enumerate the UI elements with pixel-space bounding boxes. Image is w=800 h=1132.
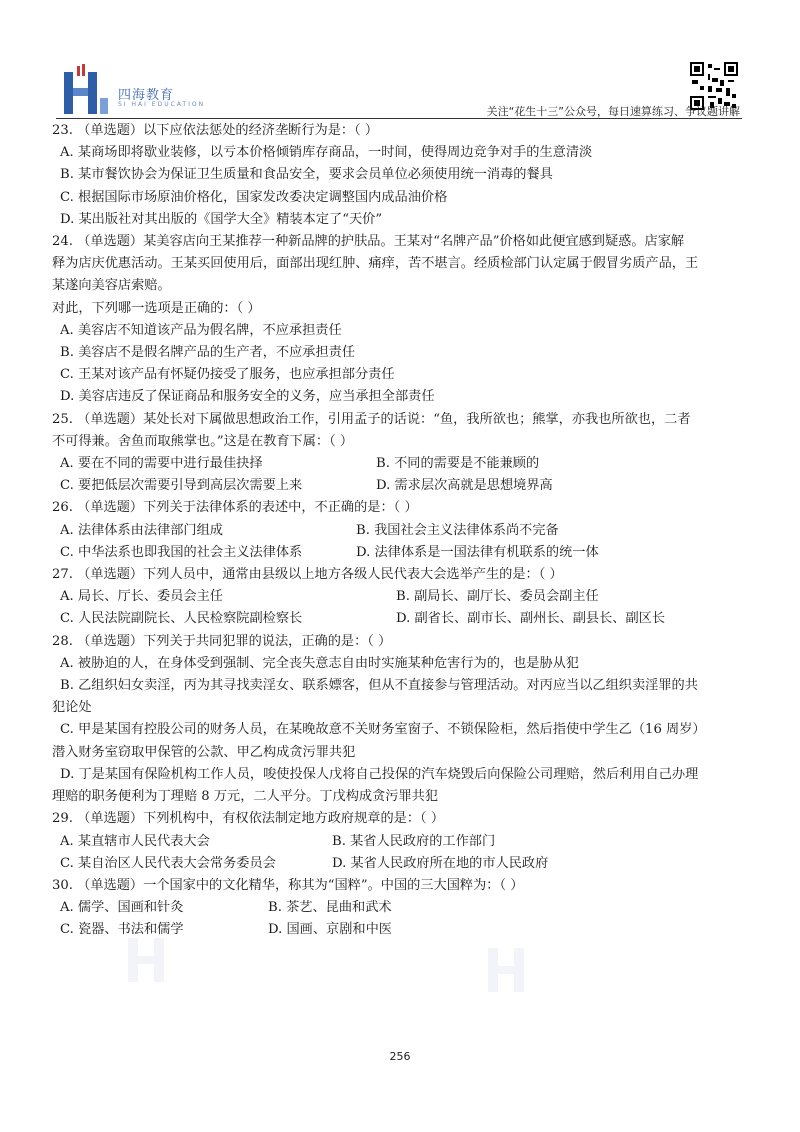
option-c: C. 根据国际市场原油价格化，国家发改委决定调整国内成品油价格 xyxy=(60,189,448,205)
option-d: D. 国画、京剧和中医 xyxy=(268,922,392,938)
question-stem: 28. （单选题）下列关于共同犯罪的说法，正确的是：（ ） xyxy=(52,633,392,649)
question-stem: 27. （单选题）下列人员中，通常由县级以上地方各级人民代表大会选举产生的是：（ ） xyxy=(52,567,563,583)
question-stem: 29. （单选题）下列机构中，有权依法制定地方政府规章的是：（ ） xyxy=(52,811,445,827)
option-c: C. 人民法院副院长、人民检察院副检察长 xyxy=(60,611,303,627)
option-b: B. 副局长、副厅长、委员会副主任 xyxy=(396,589,599,605)
option-c: C. 王某对该产品有怀疑仍接受了服务，也应承担部分责任 xyxy=(60,367,395,383)
option-a: A. 法律体系由法律部门组成 xyxy=(60,522,223,538)
option-row xyxy=(52,897,744,919)
option-c-continued: 潜入财务室窃取甲保管的公款、甲乙构成贪污罪共犯 xyxy=(52,744,356,760)
option-d: D. 需求层次高就是思想境界高 xyxy=(376,478,553,494)
option-a: A. 某商场即将歇业装修，以亏本价格倾销库存商品，一时间，使得周边竞争对手的生意清淡 xyxy=(60,145,593,161)
option-d: D. 丁是某国有保险机构工作人员，唆使投保人戊将自己投保的汽车烧毁后向保险公司理赔，然后利用自己办理 xyxy=(60,766,699,782)
option-b-continued: 犯论处 xyxy=(52,700,92,716)
header-divider xyxy=(56,118,742,119)
watermark-icon xyxy=(480,940,570,1000)
option-a: A. 儒学、国画和针灸 xyxy=(60,900,184,916)
option-row xyxy=(52,586,744,608)
option-d-continued: 理赔的职务便利为丁理赔 8 万元，二人平分。丁戊构成贪污罪共犯 xyxy=(52,789,439,805)
option-row xyxy=(52,853,744,875)
option-row xyxy=(52,831,744,853)
page-header xyxy=(0,0,800,120)
logo-icon xyxy=(58,64,110,120)
option-row xyxy=(52,475,744,497)
option-a: A. 美容店不知道该产品为假名牌，不应承担责任 xyxy=(60,322,342,338)
question-stem-continued: 不可得兼。舍鱼而取熊掌也。”这是在教育下属：（ ） xyxy=(52,433,354,449)
option-a: A. 局长、厅长、委员会主任 xyxy=(60,589,223,605)
option-d: D. 法律体系是一国法律有机联系的统一体 xyxy=(356,544,599,560)
option-row xyxy=(52,520,744,542)
logo-subtext: SI HAI EDUCATION xyxy=(118,101,206,108)
option-d: D. 副省长、副市长、副州长、副县长、副区长 xyxy=(396,611,666,627)
question-prompt: 对此，下列哪一选项是正确的：（ ） xyxy=(52,300,261,316)
option-c: C. 瓷器、书法和儒学 xyxy=(60,922,184,938)
option-b: B. 我国社会主义法律体系尚不完备 xyxy=(356,522,559,538)
question-stem: 23. （单选题）以下应依法惩处的经济垄断行为是：（ ） xyxy=(52,123,379,138)
option-c: C. 要把低层次需要引导到高层次需要上来 xyxy=(60,478,303,494)
option-b: B. 茶艺、昆曲和武术 xyxy=(268,900,392,916)
logo-text: 四海教育 xyxy=(118,88,175,103)
option-row xyxy=(52,608,744,630)
option-b: B. 某市餐饮协会为保证卫生质量和食品安全，要求会员单位必须使用统一消毒的餐具 xyxy=(60,167,553,183)
option-b: B. 某省人民政府的工作部门 xyxy=(332,833,496,849)
option-c: C. 某自治区人民代表大会常务委员会 xyxy=(60,855,276,871)
question-stem: 24. （单选题）某美容店向王某推荐一种新品牌的护肤品。王某对“名牌产品”价格如此便宜感到疑惑。店家解 xyxy=(52,234,685,250)
option-b: B. 美容店不是假名牌产品的生产者，不应承担责任 xyxy=(60,345,356,361)
option-c: C. 甲是某国有控股公司的财务人员，在某晚故意不关财务室窗子、不锁保险柜，然后指使中学生乙（16 周岁） xyxy=(60,722,706,738)
question-list xyxy=(52,120,744,942)
header-slogan: 关注“花生十三”公众号，每日速算练习、争议题讲解 xyxy=(486,105,740,118)
option-d: D. 美容店违反了保证商品和服务安全的义务，应当承担全部责任 xyxy=(60,389,435,405)
option-d: D. 某省人民政府所在地的市人民政府 xyxy=(332,855,549,871)
question-stem-continued: 某遂向美容店索赔。 xyxy=(52,278,171,294)
option-a: A. 被胁迫的人，在身体受到强制、完全丧失意志自由时实施某种危害行为的，也是胁从犯 xyxy=(60,655,580,671)
option-a: A. 要在不同的需要中进行最佳抉择 xyxy=(60,456,263,472)
question-stem-continued: 释为店庆优惠活动。王某买回使用后，面部出现红肿、痛痒，苦不堪言。经质检部门认定属于假冒劣质产品，王 xyxy=(52,256,699,272)
page-number: 256 xyxy=(389,1050,411,1063)
question-stem: 25. （单选题）某处长对下属做思想政治工作，引用孟子的话说：“鱼，我所欲也；熊掌，亦我也所欲也，二者 xyxy=(52,411,691,427)
option-b: B. 乙组织妇女卖淫，丙为其寻找卖淫女、联系嫖客，但从不直接参与管理活动。对丙应当以乙组织卖淫罪的共 xyxy=(60,678,698,694)
option-row xyxy=(52,542,744,564)
option-a: A. 某直辖市人民代表大会 xyxy=(60,833,210,849)
watermark-icon xyxy=(120,930,210,990)
option-b: B. 不同的需要是不能兼顾的 xyxy=(376,456,540,472)
option-d: D. 某出版社对其出版的《国学大全》精装本定了“天价” xyxy=(60,211,383,227)
option-c: C. 中华法系也即我国的社会主义法律体系 xyxy=(60,544,303,560)
question-stem: 30. （单选题）一个国家中的文化精华，称其为“国粹”。中国的三大国粹为：（ ） xyxy=(52,877,524,893)
question-stem: 26. （单选题）下列关于法律体系的表述中，不正确的是：（ ） xyxy=(52,500,418,516)
option-row xyxy=(52,453,744,475)
